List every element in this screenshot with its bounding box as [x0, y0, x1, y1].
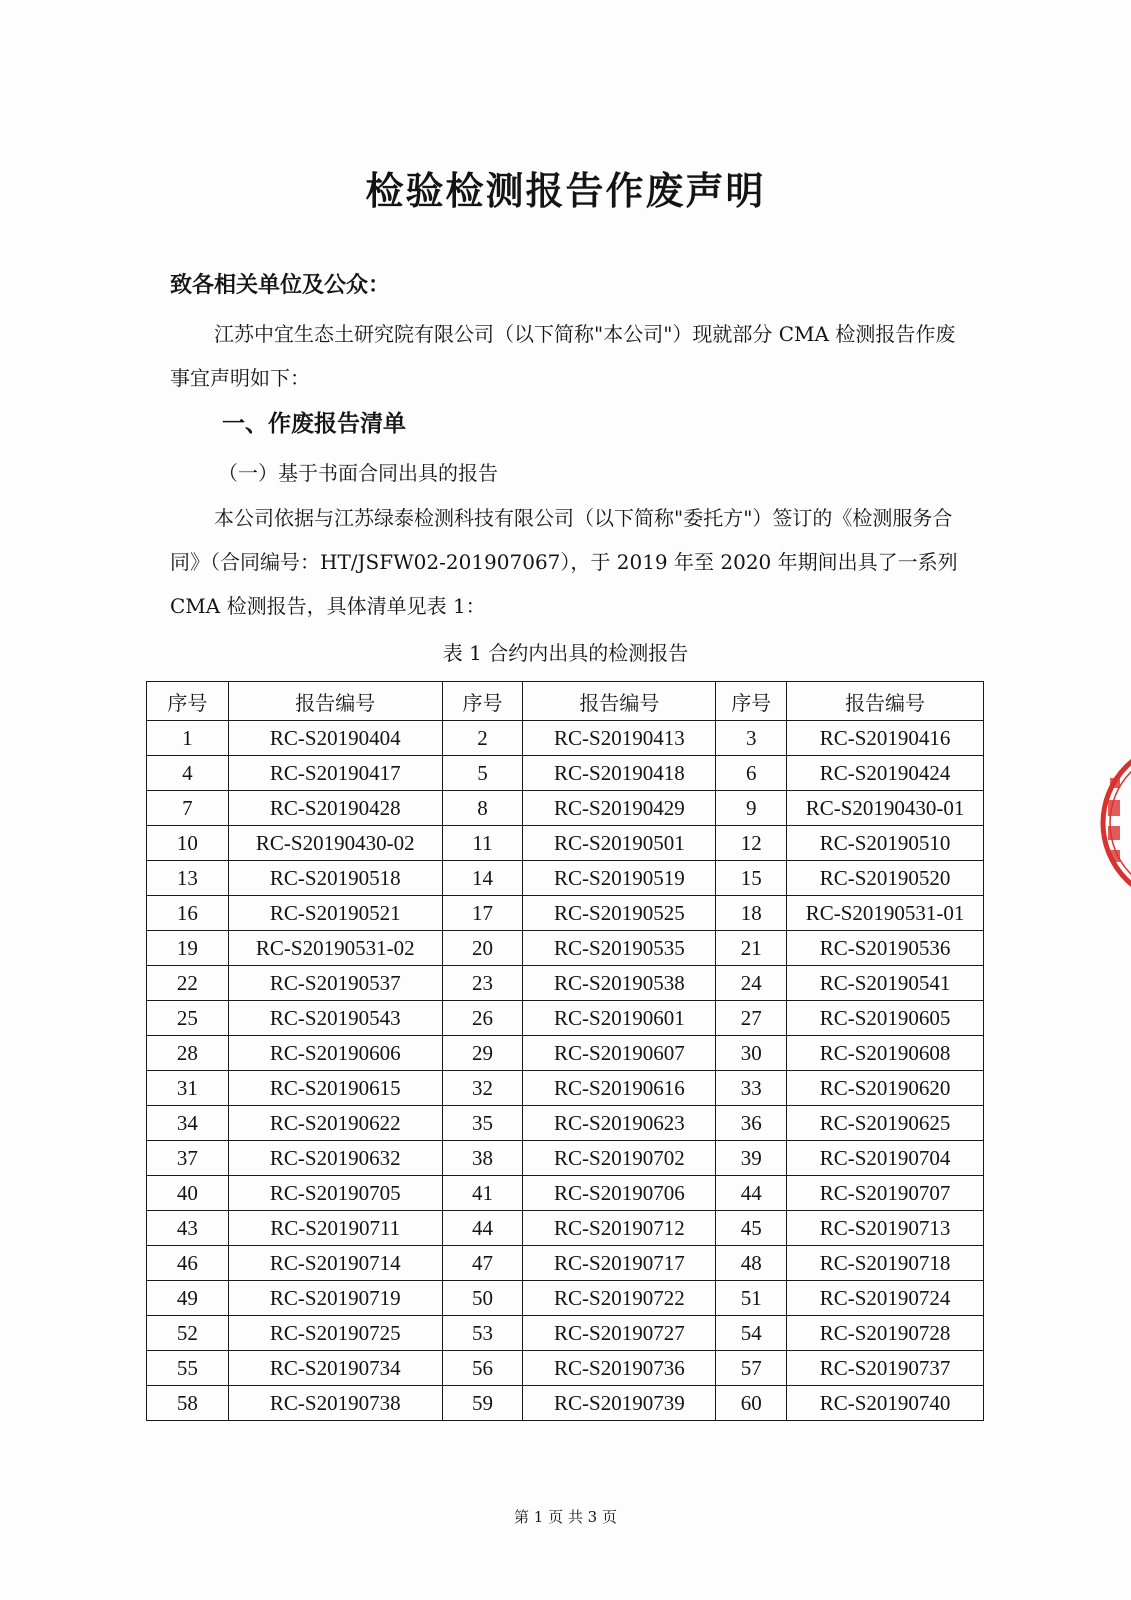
table-row — [147, 1141, 984, 1176]
serial-number-cell: 1 — [147, 721, 229, 756]
header-report-number: 报告编号 — [228, 682, 442, 721]
serial-number-cell: 39 — [716, 1141, 787, 1176]
table-row — [147, 966, 984, 1001]
table-row — [147, 1281, 984, 1316]
seal-ring — [1103, 743, 1131, 903]
report-number-cell: RC-S20190706 — [523, 1176, 716, 1211]
serial-number-cell: 44 — [716, 1176, 787, 1211]
serial-number-cell: 5 — [442, 756, 523, 791]
subsection-paragraph: 本公司依据与江苏绿泰检测科技有限公司（以下简称"委托方"）签订的《检测服务合同》（合同编号：HT/JSFW02-201907067），于 2019 年至 2020 年期间出具了一系列 CMA 检测报告，具体清单见表 1： — [170, 506, 958, 618]
salutation: 致各相关单位及公众： — [170, 273, 391, 298]
serial-number-cell: 21 — [716, 931, 787, 966]
table-row — [147, 1316, 984, 1351]
table-row — [147, 791, 984, 826]
report-number-cell: RC-S20190605 — [787, 1001, 984, 1036]
report-number-cell: RC-S20190607 — [523, 1036, 716, 1071]
serial-number-cell: 54 — [716, 1316, 787, 1351]
report-number-cell: RC-S20190429 — [523, 791, 716, 826]
serial-number-cell: 58 — [147, 1386, 229, 1421]
report-number-cell: RC-S20190413 — [523, 721, 716, 756]
table-row — [147, 1106, 984, 1141]
report-number-cell: RC-S20190736 — [523, 1351, 716, 1386]
table-row — [147, 1001, 984, 1036]
serial-number-cell: 25 — [147, 1001, 229, 1036]
report-number-cell: RC-S20190717 — [523, 1246, 716, 1281]
serial-number-cell: 28 — [147, 1036, 229, 1071]
seal-glyph-mark — [1108, 800, 1120, 816]
table-row — [147, 861, 984, 896]
report-number-cell: RC-S20190704 — [787, 1141, 984, 1176]
voided-reports-table — [146, 681, 984, 1421]
serial-number-cell: 43 — [147, 1211, 229, 1246]
report-number-cell: RC-S20190707 — [787, 1176, 984, 1211]
document-title: 检验检测报告作废声明 — [365, 169, 766, 213]
table-row — [147, 1211, 984, 1246]
report-number-cell: RC-S20190531-01 — [787, 896, 984, 931]
table-row — [147, 896, 984, 931]
serial-number-cell: 13 — [147, 861, 229, 896]
serial-number-cell: 30 — [716, 1036, 787, 1071]
table-caption: 表 1 合约内出具的检测报告 — [442, 641, 689, 665]
report-number-cell: RC-S20190727 — [523, 1316, 716, 1351]
table-row — [147, 1071, 984, 1106]
serial-number-cell: 44 — [442, 1211, 523, 1246]
report-number-cell: RC-S20190616 — [523, 1071, 716, 1106]
report-number-cell: RC-S20190501 — [523, 826, 716, 861]
serial-number-cell: 15 — [716, 861, 787, 896]
report-number-cell: RC-S20190623 — [523, 1106, 716, 1141]
serial-number-cell: 51 — [716, 1281, 787, 1316]
serial-number-cell: 59 — [442, 1386, 523, 1421]
serial-number-cell: 49 — [147, 1281, 229, 1316]
serial-number-cell: 22 — [147, 966, 229, 1001]
table-row — [147, 1246, 984, 1281]
serial-number-cell: 41 — [442, 1176, 523, 1211]
report-number-cell: RC-S20190543 — [228, 1001, 442, 1036]
report-number-cell: RC-S20190625 — [787, 1106, 984, 1141]
serial-number-cell: 11 — [442, 826, 523, 861]
report-number-cell: RC-S20190711 — [228, 1211, 442, 1246]
report-number-cell: RC-S20190622 — [228, 1106, 442, 1141]
report-number-cell: RC-S20190615 — [228, 1071, 442, 1106]
report-number-cell: RC-S20190728 — [787, 1316, 984, 1351]
serial-number-cell: 40 — [147, 1176, 229, 1211]
report-number-cell: RC-S20190418 — [523, 756, 716, 791]
report-number-cell: RC-S20190724 — [787, 1281, 984, 1316]
report-number-cell: RC-S20190518 — [228, 861, 442, 896]
report-number-cell: RC-S20190430-01 — [787, 791, 984, 826]
header-report-number: 报告编号 — [787, 682, 984, 721]
report-number-cell: RC-S20190538 — [523, 966, 716, 1001]
table-row — [147, 1036, 984, 1071]
report-number-cell: RC-S20190404 — [228, 721, 442, 756]
serial-number-cell: 52 — [147, 1316, 229, 1351]
report-number-cell: RC-S20190702 — [523, 1141, 716, 1176]
serial-number-cell: 4 — [147, 756, 229, 791]
serial-number-cell: 27 — [716, 1001, 787, 1036]
serial-number-cell: 53 — [442, 1316, 523, 1351]
serial-number-cell: 9 — [716, 791, 787, 826]
serial-number-cell: 17 — [442, 896, 523, 931]
seal-glyph-mark — [1110, 778, 1120, 788]
serial-number-cell: 48 — [716, 1246, 787, 1281]
report-number-cell: RC-S20190416 — [787, 721, 984, 756]
report-number-cell: RC-S20190705 — [228, 1176, 442, 1211]
seal-glyph-mark — [1110, 850, 1120, 862]
report-number-cell: RC-S20190734 — [228, 1351, 442, 1386]
table-row — [147, 1176, 984, 1211]
table-row — [147, 1351, 984, 1386]
serial-number-cell: 26 — [442, 1001, 523, 1036]
subsection-heading: （一）基于书面合同出具的报告 — [218, 461, 498, 485]
serial-number-cell: 37 — [147, 1141, 229, 1176]
page-footer: 第 1 页 共 3 页 — [514, 1508, 617, 1526]
report-number-cell: RC-S20190725 — [228, 1316, 442, 1351]
serial-number-cell: 47 — [442, 1246, 523, 1281]
report-number-cell: RC-S20190520 — [787, 861, 984, 896]
serial-number-cell: 57 — [716, 1351, 787, 1386]
serial-number-cell: 29 — [442, 1036, 523, 1071]
serial-number-cell: 55 — [147, 1351, 229, 1386]
serial-number-cell: 46 — [147, 1246, 229, 1281]
report-number-cell: RC-S20190738 — [228, 1386, 442, 1421]
report-number-cell: RC-S20190620 — [787, 1071, 984, 1106]
intro-paragraph: 江苏中宜生态土研究院有限公司（以下简称"本公司"）现就部分 CMA 检测报告作废事宜声明如下： — [170, 322, 956, 390]
report-number-cell: RC-S20190712 — [523, 1211, 716, 1246]
header-serial-number: 序号 — [442, 682, 523, 721]
report-number-cell: RC-S20190740 — [787, 1386, 984, 1421]
header-report-number: 报告编号 — [523, 682, 716, 721]
serial-number-cell: 36 — [716, 1106, 787, 1141]
serial-number-cell: 38 — [442, 1141, 523, 1176]
report-number-cell: RC-S20190521 — [228, 896, 442, 931]
table-row — [147, 931, 984, 966]
table-row — [147, 756, 984, 791]
report-number-cell: RC-S20190722 — [523, 1281, 716, 1316]
serial-number-cell: 8 — [442, 791, 523, 826]
report-number-cell: RC-S20190430-02 — [228, 826, 442, 861]
header-serial-number: 序号 — [147, 682, 229, 721]
report-number-cell: RC-S20190713 — [787, 1211, 984, 1246]
report-number-cell: RC-S20190718 — [787, 1246, 984, 1281]
serial-number-cell: 18 — [716, 896, 787, 931]
report-number-cell: RC-S20190536 — [787, 931, 984, 966]
report-number-cell: RC-S20190531-02 — [228, 931, 442, 966]
report-number-cell: RC-S20190525 — [523, 896, 716, 931]
report-number-cell: RC-S20190535 — [523, 931, 716, 966]
serial-number-cell: 24 — [716, 966, 787, 1001]
report-number-cell: RC-S20190510 — [787, 826, 984, 861]
serial-number-cell: 50 — [442, 1281, 523, 1316]
serial-number-cell: 32 — [442, 1071, 523, 1106]
header-serial-number: 序号 — [716, 682, 787, 721]
report-number-cell: RC-S20190519 — [523, 861, 716, 896]
serial-number-cell: 16 — [147, 896, 229, 931]
serial-number-cell: 34 — [147, 1106, 229, 1141]
serial-number-cell: 23 — [442, 966, 523, 1001]
serial-number-cell: 19 — [147, 931, 229, 966]
serial-number-cell: 35 — [442, 1106, 523, 1141]
report-number-cell: RC-S20190541 — [787, 966, 984, 1001]
report-number-cell: RC-S20190537 — [228, 966, 442, 1001]
company-seal — [1098, 738, 1131, 908]
table-row — [147, 721, 984, 756]
serial-number-cell: 14 — [442, 861, 523, 896]
report-number-cell: RC-S20190719 — [228, 1281, 442, 1316]
serial-number-cell: 12 — [716, 826, 787, 861]
serial-number-cell: 3 — [716, 721, 787, 756]
section-heading: 一、作废报告清单 — [222, 411, 406, 437]
serial-number-cell: 7 — [147, 791, 229, 826]
serial-number-cell: 2 — [442, 721, 523, 756]
serial-number-cell: 20 — [442, 931, 523, 966]
report-number-cell: RC-S20190608 — [787, 1036, 984, 1071]
report-number-cell: RC-S20190632 — [228, 1141, 442, 1176]
report-number-cell: RC-S20190606 — [228, 1036, 442, 1071]
table-row — [147, 1386, 984, 1421]
report-number-cell: RC-S20190601 — [523, 1001, 716, 1036]
serial-number-cell: 56 — [442, 1351, 523, 1386]
table-header-row — [147, 682, 984, 721]
serial-number-cell: 60 — [716, 1386, 787, 1421]
table-row — [147, 826, 984, 861]
report-number-cell: RC-S20190737 — [787, 1351, 984, 1386]
report-number-cell: RC-S20190428 — [228, 791, 442, 826]
report-number-cell: RC-S20190424 — [787, 756, 984, 791]
serial-number-cell: 10 — [147, 826, 229, 861]
serial-number-cell: 6 — [716, 756, 787, 791]
seal-glyph-mark — [1108, 826, 1120, 840]
serial-number-cell: 31 — [147, 1071, 229, 1106]
serial-number-cell: 45 — [716, 1211, 787, 1246]
report-number-cell: RC-S20190417 — [228, 756, 442, 791]
serial-number-cell: 33 — [716, 1071, 787, 1106]
report-number-cell: RC-S20190739 — [523, 1386, 716, 1421]
report-number-cell: RC-S20190714 — [228, 1246, 442, 1281]
